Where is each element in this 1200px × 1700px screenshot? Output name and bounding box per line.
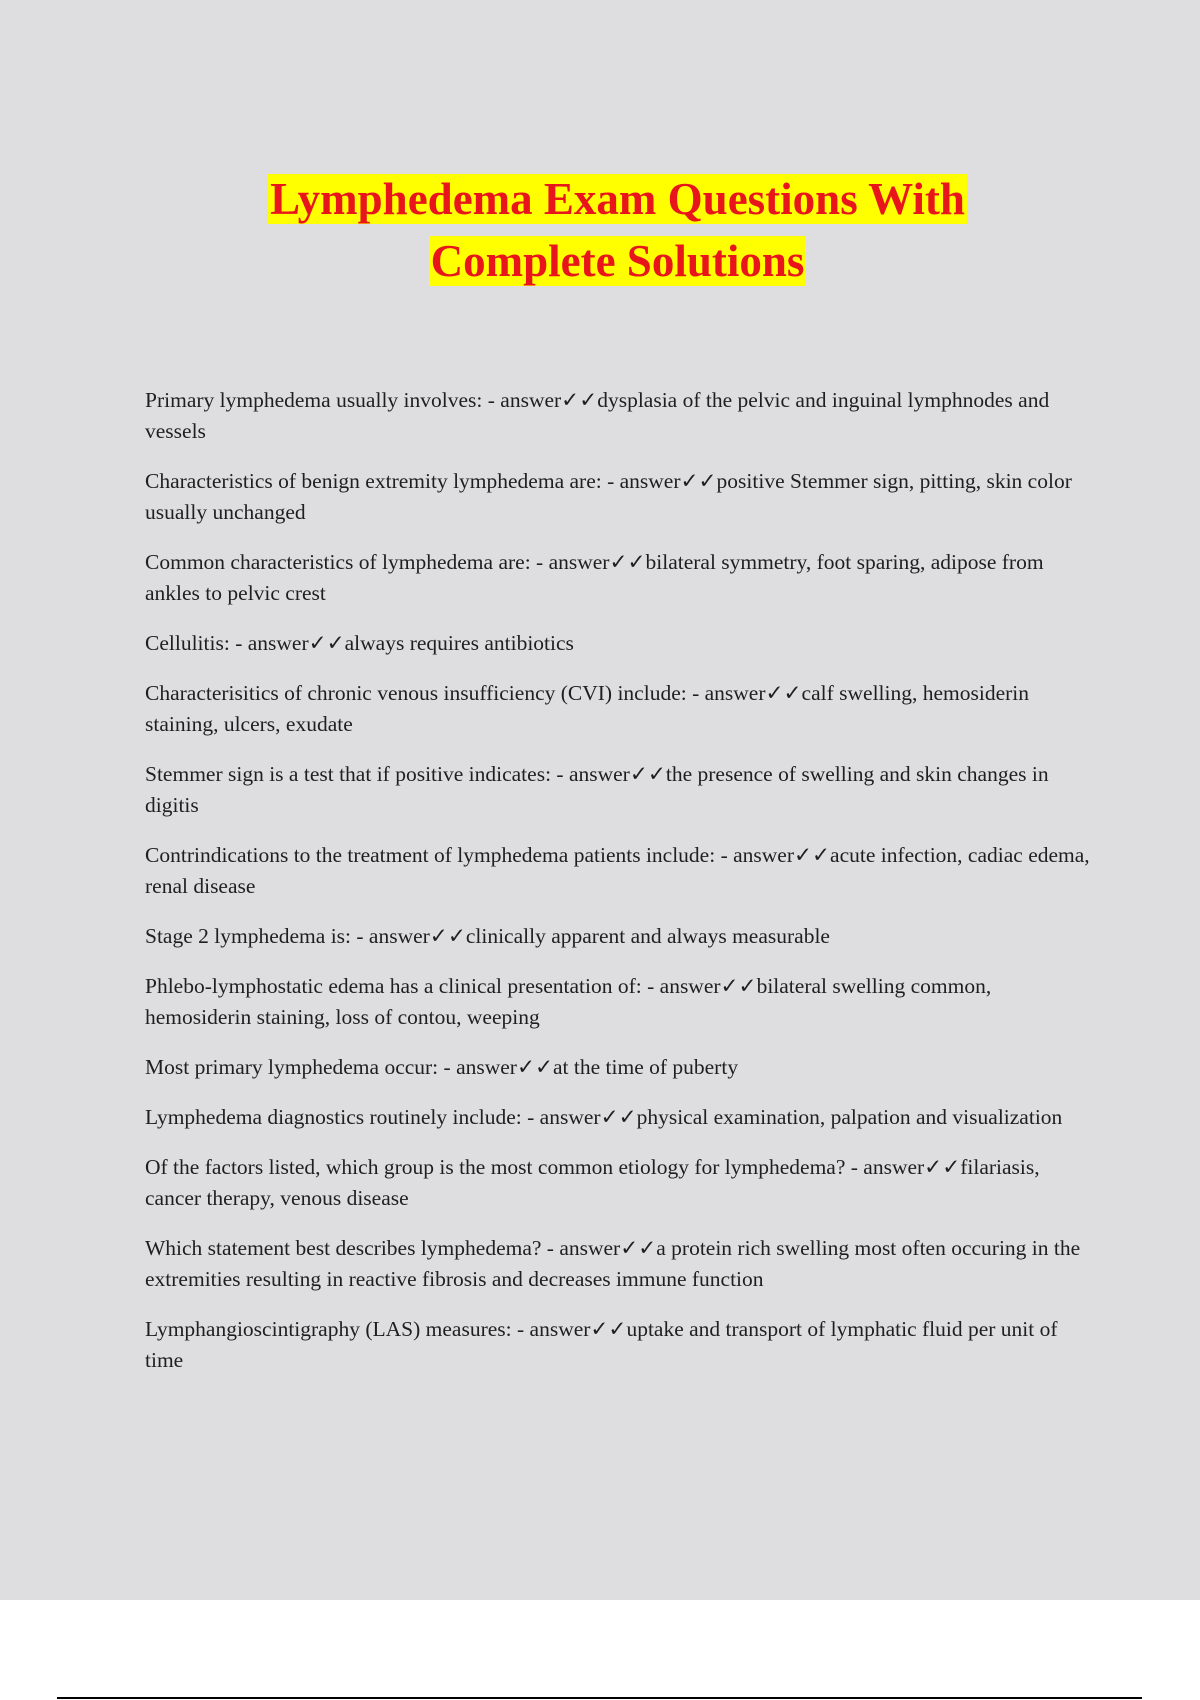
qa-item: Most primary lymphedema occur: - answer✓✓at the time of puberty [145,1055,739,1079]
qa-item: Of the factors listed, which group is the most common etiology for lymphedema? - answer✓✓filariasis, cancer therapy, venous disease [145,1155,1040,1210]
qa-item: Which statement best describes lymphedema? - answer✓✓a protein rich swelling most often occuring in the extremities resulting in reactive fibrosis and decreases immune function [145,1236,1081,1291]
qa-item: Stage 2 lymphedema is: - answer✓✓clinically apparent and always measurable [145,924,830,948]
qa-item: Lymphedema diagnostics routinely include: - answer✓✓physical examination, palpation and visualization [145,1105,1063,1129]
qa-item: Common characteristics of lymphedema are: - answer✓✓bilateral symmetry, foot sparing, adipose from ankles to pelvic crest [145,550,1044,605]
question-answer-list [145,385,1090,1395]
qa-item: Lymphangioscintigraphy (LAS) measures: - answer✓✓uptake and transport of lymphatic fluid per unit of time [145,1317,1058,1372]
qa-item: Characterisitics of chronic venous insufficiency (CVI) include: - answer✓✓calf swelling, hemosiderin staining, ulcers, exudate [145,681,1030,736]
qa-item: Stemmer sign is a test that if positive indicates: - answer✓✓the presence of swelling and skin changes in digitis [145,762,1049,817]
qa-item: Characteristics of benign extremity lymphedema are: - answer✓✓positive Stemmer sign, pitting, skin color usually unchanged [145,469,1072,524]
page-divider-line [57,1697,1142,1699]
document-title [0,168,1200,292]
qa-item: Cellulitis: - answer✓✓always requires antibiotics [145,631,574,655]
qa-item: Contrindications to the treatment of lymphedema patients include: - answer✓✓acute infection, cadiac edema, renal disease [145,843,1090,898]
title-line-1: Lymphedema Exam Questions With [270,174,965,224]
qa-item: Phlebo-lymphostatic edema has a clinical presentation of: - answer✓✓bilateral swelling common, hemosiderin staining, loss of contou, weeping [145,974,992,1029]
title-line-2: Complete Solutions [430,236,805,286]
qa-item: Primary lymphedema usually involves: - answer✓✓dysplasia of the pelvic and inguinal lymphnodes and vessels [145,388,1050,443]
